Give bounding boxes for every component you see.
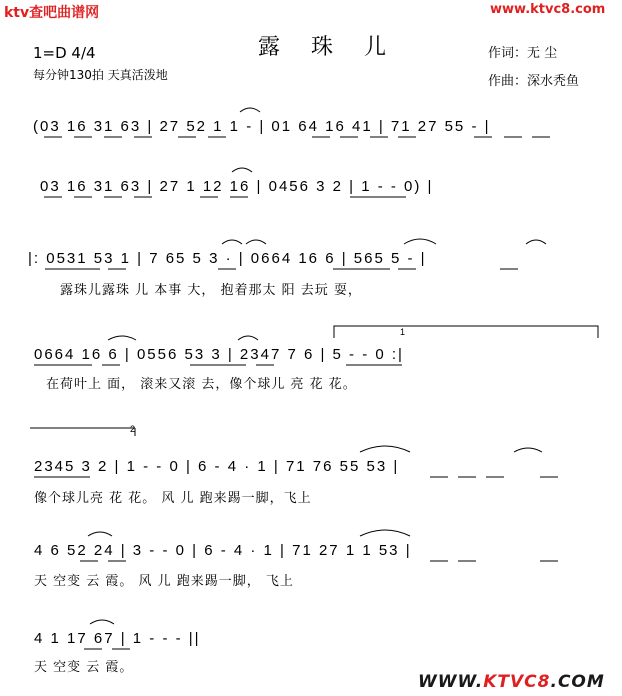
watermark-bottom-prefix: WWW. (418, 672, 484, 692)
score-row-7-lyrics: 天 空变 云 霞。 (34, 660, 134, 675)
score-row-4-lyrics: 在荷叶上 面， 滚来又滚 去，像个球儿 亮 花 花。 (46, 377, 357, 392)
score-row-7-notes: 4 1 17 67 | 1 - - - || (34, 630, 201, 647)
song-title: 露 珠 儿 (258, 35, 398, 60)
watermark-bottom-suffix: .COM (550, 672, 605, 692)
score-row-2-notes: 03 16 31 63 | 27 1 12 16 | 0456 3 2 | 1 - - 0) | (40, 178, 434, 195)
tempo-marking: 每分钟130拍 天真活泼地 (33, 68, 168, 82)
score-row-5-notes: 2345 3 2 | 1 - - 0 | 6 - 4 · 1 | 71 76 55 53 | (34, 458, 400, 475)
score-row-1-notes: (03 16 31 63 | 27 52 1 1 - | 01 64 16 41 | 71 27 55 - | (33, 118, 491, 135)
key-time-signature: 1=D 4/4 (33, 44, 96, 62)
score-row-5-lyrics: 像个球儿亮 花 花。 风 儿 跑来踢一脚，飞上 (34, 491, 312, 506)
score-row-3-notes: |: 0531 53 1 | 7 65 5 3 · | 0664 16 6 | 565 5 - | (28, 250, 427, 267)
lyricist-credit: 作词：无 尘 (488, 46, 558, 61)
score-row-4-notes: 0664 16 6 | 0556 53 3 | 2347 7 6 | 5 - - 0 :| (34, 346, 404, 363)
score-row-6-lyrics: 天 空变 云 霞。 风 儿 跑来踢一脚， 飞上 (34, 574, 294, 589)
watermark-bottom (418, 672, 605, 692)
watermark-bottom-brand: KTVC8 (483, 672, 551, 692)
volta-2-label: 2 (130, 424, 136, 434)
watermark-top-left: ktv查吧曲谱网 (4, 5, 100, 21)
score-row-3-lyrics: 露珠儿露珠 儿 本事 大， 抱着那太 阳 去玩 耍， (60, 283, 362, 298)
volta-1-label: 1 (400, 327, 406, 337)
score-row-6-notes: 4 6 52 24 | 3 - - 0 | 6 - 4 · 1 | 71 27 1 1 53 | (34, 542, 412, 559)
composer-credit: 作曲：深水秃鱼 (488, 74, 580, 89)
watermark-top-right: www.ktvc8.com (490, 2, 606, 17)
